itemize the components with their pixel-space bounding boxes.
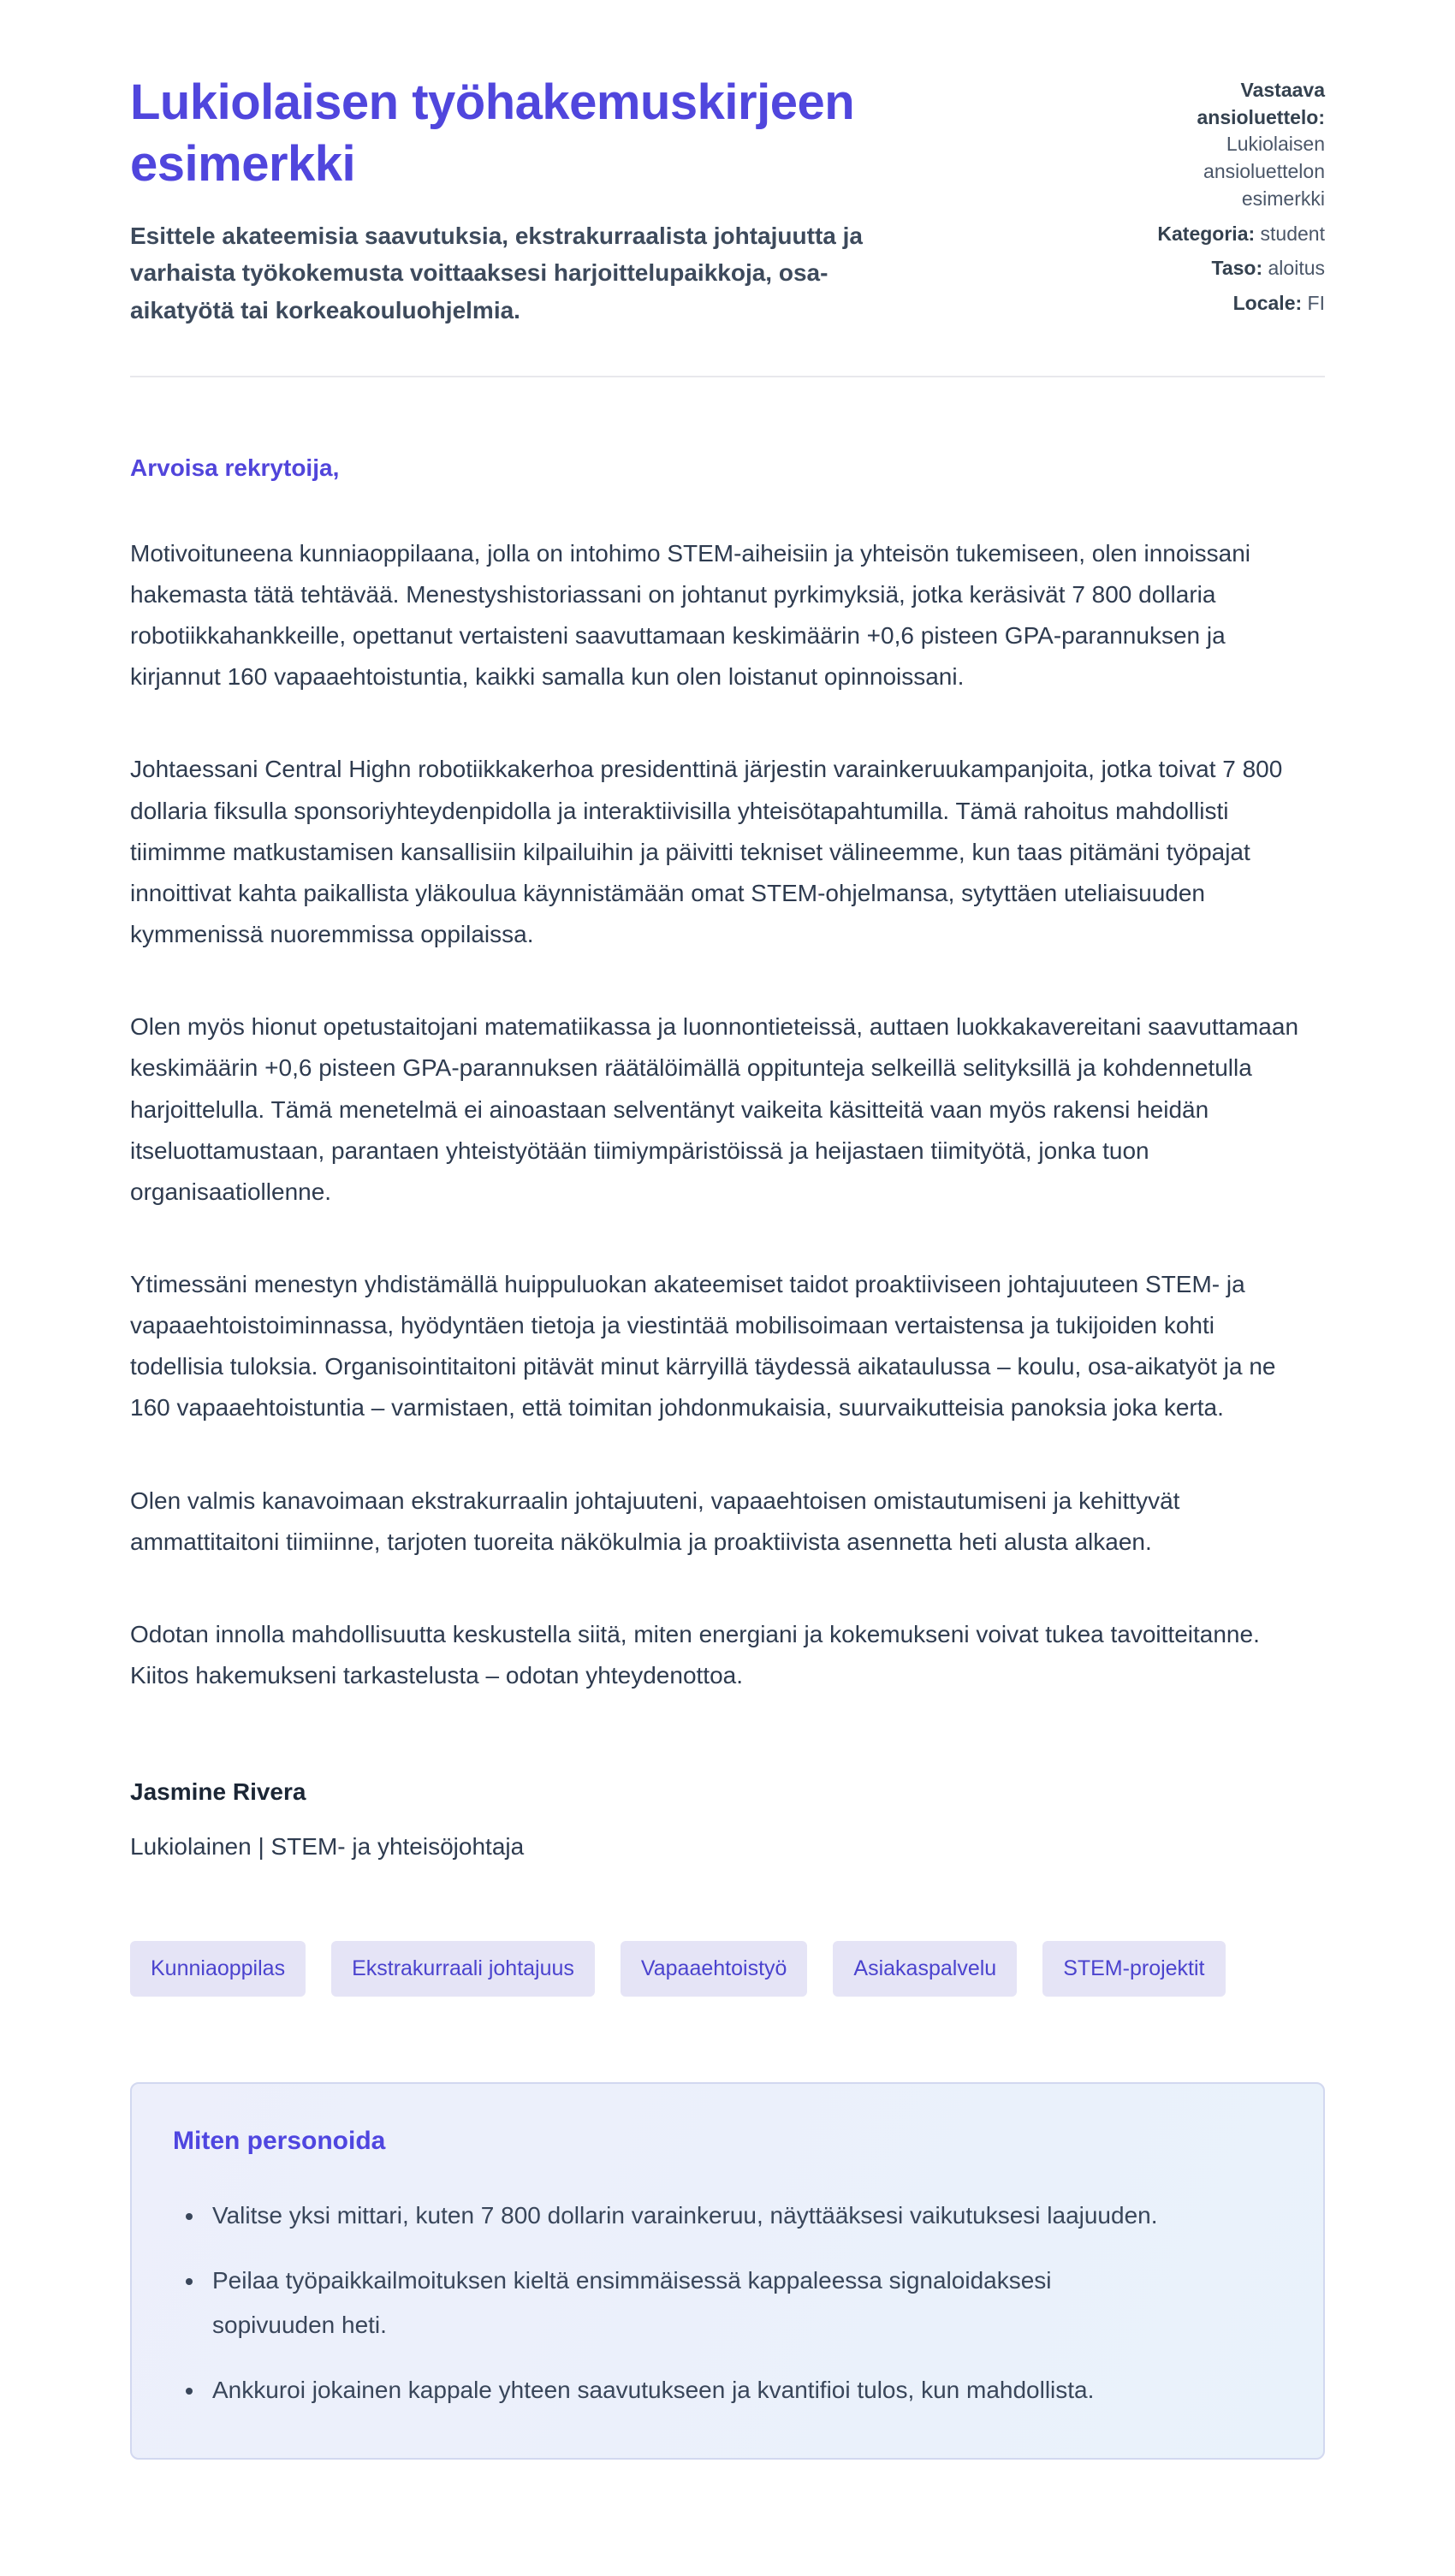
meta-panel bbox=[1143, 72, 1325, 325]
meta-item-locale bbox=[1143, 290, 1325, 318]
letter-greeting: Arvoisa rekrytoija, bbox=[130, 454, 340, 481]
letter-paragraph: Johtaessani Central Highn robotiikkakerhoa presidenttinä järjestin varainkeruukampanjoita, jotka toivat 7 800 dollaria fiksulla sponsoriyhteydenpidolla ja interaktiivisilla yhteisötapahtumilla. Tämä rahoitus mahdollisti tiimimme matkustamisen kansallisiin kilpailuihin ja päivitti tekniset välineemme, kun taas pitämäni työpajat innoittivat kahta paikallista yläkoulua käynnistämään omat STEM-ohjelmansa, sytyttäen uteliaisuuden kymmenissä nuoremmissa oppilaissa. bbox=[130, 756, 1283, 948]
meta-value: FI bbox=[1307, 292, 1325, 315]
meta-label: Vastaava ansioluettelo: bbox=[1197, 79, 1325, 128]
header-title-block bbox=[130, 72, 986, 329]
tag-chip[interactable]: Asiakaspalvelu bbox=[833, 1941, 1017, 1997]
meta-label: Locale: bbox=[1232, 292, 1303, 315]
personalization-tips-box bbox=[130, 2082, 1325, 2460]
letter-paragraph: Ytimessäni menestyn yhdistämällä huippuluokan akateemiset taidot proaktiiviseen johtajuuteen STEM- ja vapaaehtoistoiminnassa, hyödyntäen tietoja ja viestintää mobilisoimaan vertaistensa ja tukijoiden kohti todellisia tuloksia. Organisointitaitoni pitävät minut kärryillä täydessä aikataulussa – koulu, osa-aikatyöt ja ne 160 vapaaehtoistuntia – varmistaen, että toimitan johdonmukaisia, suurvaikutteisia panoksia joka kerta. bbox=[130, 1271, 1276, 1422]
meta-value: student bbox=[1260, 222, 1325, 245]
tag-chip[interactable]: Ekstrakurraali johtajuus bbox=[331, 1941, 595, 1997]
signature-role: Lukiolainen | STEM- ja yhteisöjohtaja bbox=[130, 1833, 525, 1861]
signature-name: Jasmine Rivera bbox=[130, 1778, 306, 1806]
tip-item: • Peilaa työpaikkailmoituksen kieltä ensimmäisessä kappaleessa signaloidaksesi sopivuuden heti. bbox=[205, 2258, 1096, 2347]
meta-item-category bbox=[1143, 221, 1325, 248]
tag-chip[interactable]: Kunniaoppilas bbox=[130, 1941, 306, 1997]
tip-item: • Ankkuroi jokainen kappale yhteen saavutukseen ja kvantifioi tulos, kun mahdollista. bbox=[205, 2368, 1279, 2413]
meta-value: aloitus bbox=[1268, 257, 1325, 280]
meta-value: Lukiolaisen ansioluettelon esimerkki bbox=[1203, 133, 1325, 210]
tag-chip[interactable]: Vapaaehtoistyö bbox=[621, 1941, 808, 1997]
tag-chip[interactable]: STEM-projektit bbox=[1042, 1941, 1225, 1997]
meta-label: Kategoria: bbox=[1157, 222, 1256, 245]
tips-heading: Miten personoida bbox=[173, 2127, 386, 2156]
tip-item: • Valitse yksi mittari, kuten 7 800 dollarin varainkeruu, näyttääksesi vaikutuksesi laajuuden. bbox=[205, 2193, 1279, 2238]
meta-label: Taso: bbox=[1211, 257, 1263, 280]
page-title: Lukiolaisen työhakemuskirjeen esimerkki bbox=[130, 74, 855, 192]
meta-item-matching-resume bbox=[1143, 77, 1325, 213]
letter-paragraph: Odotan innolla mahdollisuutta keskustella siitä, miten energiani ja kokemukseni voivat tukea tavoitteitanne. Kiitos hakemukseni tarkastelusta – odotan yhteydenottoa. bbox=[130, 1620, 1260, 1689]
meta-item-level bbox=[1143, 255, 1325, 282]
page-header bbox=[130, 72, 1325, 329]
tips-list bbox=[173, 2193, 1279, 2412]
page-subtitle: Esittele akateemisia saavutuksia, ekstrakurraalista johtajuutta ja varhaista työkokemusta voittaaksesi harjoittelupaikkoja, osa-aikatyötä tai korkeakouluohjelmia. bbox=[130, 222, 863, 324]
letter-paragraph: Olen myös hionut opetustaitojani matematiikassa ja luonnontieteissä, auttaen luokkakavereitani saavuttamaan keskimäärin +0,6 pisteen GPA-parannuksen räätälöimällä oppitunteja selkeillä selityksillä ja kohdennetulla harjoittelulla. Tämä menetelmä ei ainoastaan selventänyt vaikeita käsitteitä vaan myös rakensi heidän itseluottamustaan, parantaen yhteistyötään tiimiympäristöissä ja heijastaen tiimityötä, jonka tuon organisaatiollenne. bbox=[130, 1013, 1299, 1205]
header-divider bbox=[130, 376, 1325, 377]
letter-paragraph: Motivoituneena kunniaoppilaana, jolla on intohimo STEM-aiheisiin ja yhteisön tukemiseen, olen innoissani hakemasta tätä tehtävää. Menestyshistoriassani on johtanut pyrkimyksiä, jotka keräsivät 7 800 dollaria robotiikkahankkeille, opettanut vertaisteni saavuttamaan keskimäärin +0,6 pisteen GPA-parannuksen ja kirjannut 160 vapaaehtoistuntia, kaikki samalla kun olen loistanut opinnoissani. bbox=[130, 539, 1250, 691]
letter-paragraph: Olen valmis kanavoimaan ekstrakurraalin johtajuuteni, vapaaehtoisen omistautumiseni ja kehittyvät ammattitaitoni tiimiinne, tarjoten tuoreita näkökulmia ja proaktiivista asennetta heti alusta alkaen. bbox=[130, 1487, 1180, 1555]
tag-list bbox=[130, 1941, 1325, 1997]
letter-body bbox=[130, 454, 1325, 1861]
